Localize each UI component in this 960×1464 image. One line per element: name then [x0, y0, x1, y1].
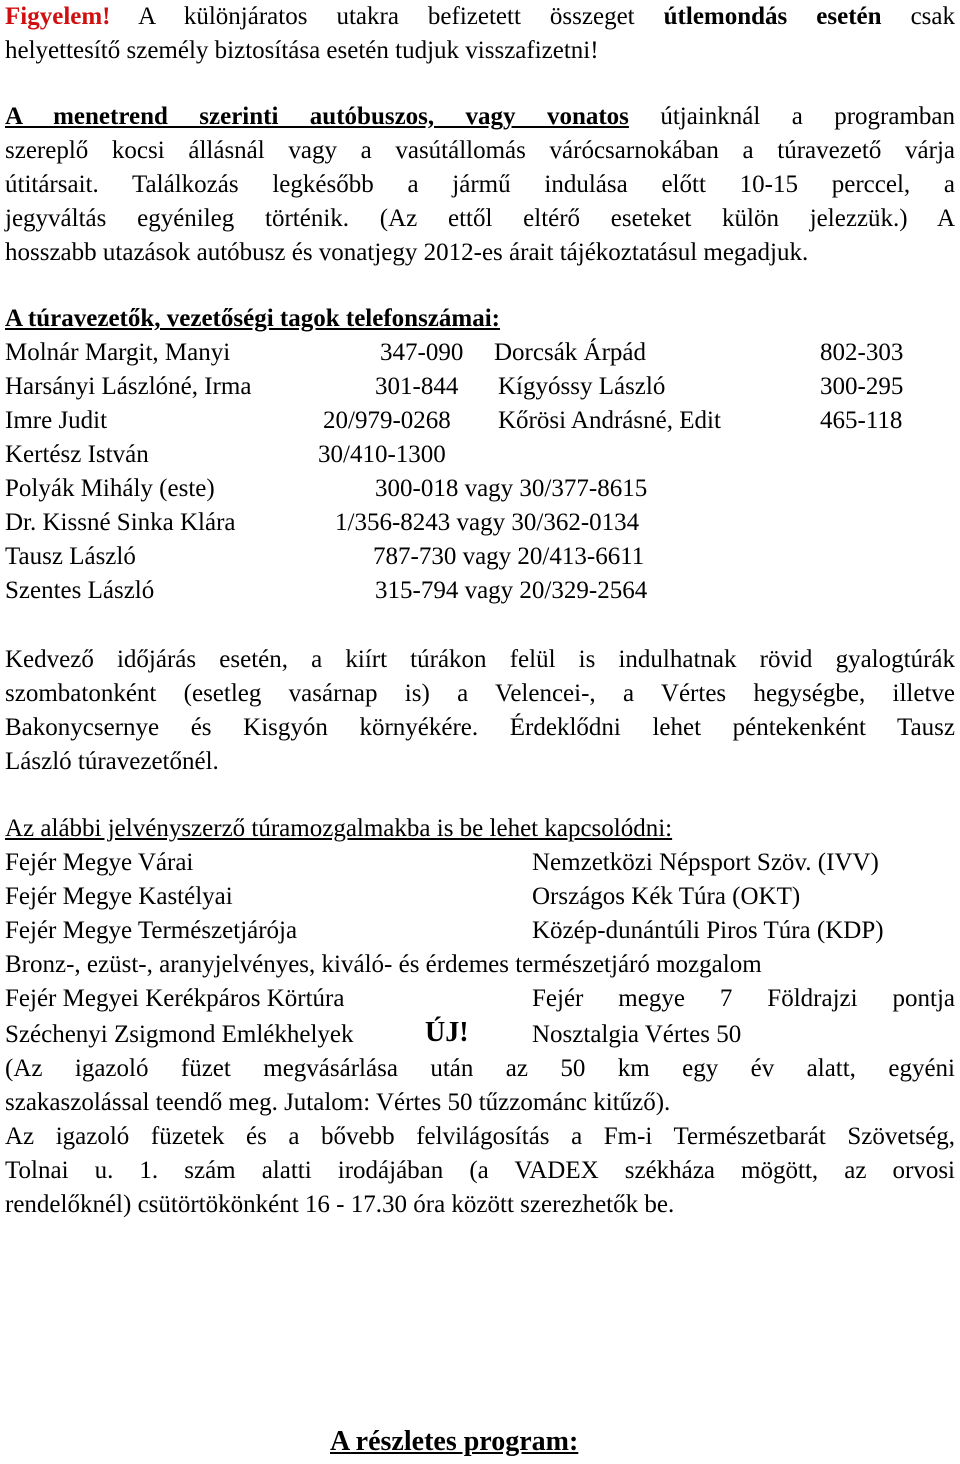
badge-note-line-1: (Az igazoló füzet megvásárlása után az 50 km egy év alatt, egyéni — [5, 1055, 955, 1082]
badge-item: Nosztalgia Vértes 50 — [532, 1021, 742, 1048]
badge-info-paragraph — [5, 1120, 955, 1222]
notice-line-2: helyettesítő személy biztosítása esetén tudjuk visszafizetni! — [5, 37, 599, 64]
notice-text-b: útlemondás esetén — [663, 3, 882, 30]
contact-name: Dorcsák Árpád — [494, 339, 647, 366]
badge-item: Fejér Megye Kastélyai — [5, 883, 233, 910]
badge-item: Széchenyi Zsigmond Emlékhelyek — [5, 1021, 354, 1048]
badge-pair-row — [5, 914, 955, 948]
schedule-line-4: jegyváltás egyénileg történik. (Az ettől eltérő eseteket külön jelezzük.) A — [5, 205, 955, 232]
badge-note-paragraph — [5, 1052, 955, 1120]
contact-name: Kertész István — [5, 441, 149, 468]
contact-name: Kígyóssy László — [498, 373, 666, 400]
contact-name: Imre Judit — [5, 407, 108, 434]
badge-item: Országos Kék Túra (OKT) — [532, 883, 801, 910]
badge-pair-row — [5, 982, 955, 1016]
contacts-heading: A túravezetők, vezetőségi tagok telefonszámai: — [5, 305, 500, 332]
weather-paragraph — [5, 643, 955, 779]
badge-note-line-2: szakaszolással teendő meg. Jutalom: Vértes 50 tűzzománc kitűző). — [5, 1089, 671, 1116]
contact-name: Tausz László — [5, 543, 136, 570]
schedule-paragraph — [5, 100, 955, 270]
contact-phone: 787-730 vagy 20/413-6611 — [373, 543, 645, 570]
contacts-heading-row — [5, 302, 955, 336]
badge-item: Fejér Megyei Kerékpáros Körtúra — [5, 985, 345, 1012]
contact-phone: 315-794 vagy 20/329-2564 — [375, 577, 648, 604]
contact-row — [5, 438, 955, 472]
badge-info-line-2: Tolnai u. 1. szám alatti irodájában (a VADEX székháza mögött, az orvosi — [5, 1157, 955, 1184]
badge-info-line-1: Az igazoló füzetek és a bővebb felvilágosítás a Fm-i Természetbarát Szövetség, — [5, 1123, 955, 1150]
badges-heading: Az alábbi jelvényszerző túramozgalmakba is be lehet kapcsolódni: — [5, 815, 673, 842]
badge-pair-row — [5, 880, 955, 914]
contact-row — [5, 336, 955, 370]
contact-row — [5, 506, 955, 540]
badge-pair-row — [5, 846, 955, 880]
badges-heading-row — [5, 812, 955, 846]
contact-phone: 1/356-8243 vagy 30/362-0134 — [335, 509, 640, 536]
weather-line-1: Kedvező időjárás esetén, a kiírt túrákon felül is indulhatnak rövid gyalogtúrák — [5, 646, 955, 673]
badge-item: Fejér megye 7 Földrajzi pontja — [532, 985, 955, 1012]
contact-phone: 802-303 — [820, 339, 904, 366]
contact-name: Szentes László — [5, 577, 155, 604]
badge-item: Bronz-, ezüst-, aranyjelvényes, kiváló- és érdemes természetjáró mozgalom — [5, 951, 762, 978]
contact-row — [5, 472, 955, 506]
contact-row — [5, 574, 955, 608]
contact-phone: 347-090 — [380, 339, 464, 366]
weather-line-2: szombatonként (esetleg vasárnap is) a Velencei-, a Vértes hegységbe, illetve — [5, 680, 955, 707]
contact-phone: 300-018 vagy 30/377-8615 — [375, 475, 648, 502]
contact-phone: 465-118 — [820, 407, 903, 434]
warning-label: Figyelem! — [5, 3, 111, 30]
schedule-line-5: hosszabb utazások autóbusz és vonatjegy 2012-es árait tájékoztatásul megadjuk. — [5, 239, 809, 266]
contact-name: Kőrösi Andrásné, Edit — [498, 407, 721, 434]
contact-phone: 300-295 — [820, 373, 904, 400]
contact-name: Polyák Mihály (este) — [5, 475, 215, 502]
new-label: ÚJ! — [425, 1017, 469, 1048]
contact-phone: 20/979-0268 — [323, 407, 451, 434]
schedule-line-1-rest: útjainknál a programban — [660, 103, 955, 130]
contact-name: Molnár Margit, Manyi — [5, 339, 231, 366]
notice-text-a: A különjáratos utakra befizetett összeget — [138, 3, 635, 30]
contact-name: Harsányi Lászlóné, Irma — [5, 373, 252, 400]
badge-item: Fejér Megye Várai — [5, 849, 194, 876]
contact-row — [5, 540, 955, 574]
contact-row — [5, 370, 955, 404]
contact-phone: 30/410-1300 — [318, 441, 446, 468]
badge-item: Fejér Megye Természetjárója — [5, 917, 298, 944]
contact-phone: 301-844 — [375, 373, 459, 400]
schedule-line-3: útitársait. Találkozás legkésőbb a jármű indulása előtt 10-15 perccel, a — [5, 171, 955, 198]
contact-row — [5, 404, 955, 438]
program-title: A részletes program: — [330, 1426, 579, 1457]
schedule-emphasis: A menetrend szerinti autóbuszos, vagy vonatos — [5, 103, 629, 130]
weather-line-4: László túravezetőnél. — [5, 748, 219, 775]
badge-info-line-3: rendelőknél) csütörtökönként 16 - 17.30 óra között szerezhetők be. — [5, 1191, 675, 1218]
weather-line-3: Bakonycsernye és Kisgyón környékére. Érdeklődni lehet péntekenként Tausz — [5, 714, 955, 741]
contact-name: Dr. Kissné Sinka Klára — [5, 509, 236, 536]
badge-full-row — [5, 948, 955, 982]
schedule-line-2: szereplő kocsi állásnál vagy a vasútállomás várócsarnokában a túravezető várja — [5, 137, 955, 164]
notice-text-c: csak — [910, 3, 955, 30]
badge-item: Nemzetközi Népsport Szöv. (IVV) — [532, 849, 879, 876]
badge-pair-row — [5, 1018, 955, 1052]
badge-item: Közép-dunántúli Piros Túra (KDP) — [532, 917, 884, 944]
notice-paragraph — [5, 0, 955, 68]
